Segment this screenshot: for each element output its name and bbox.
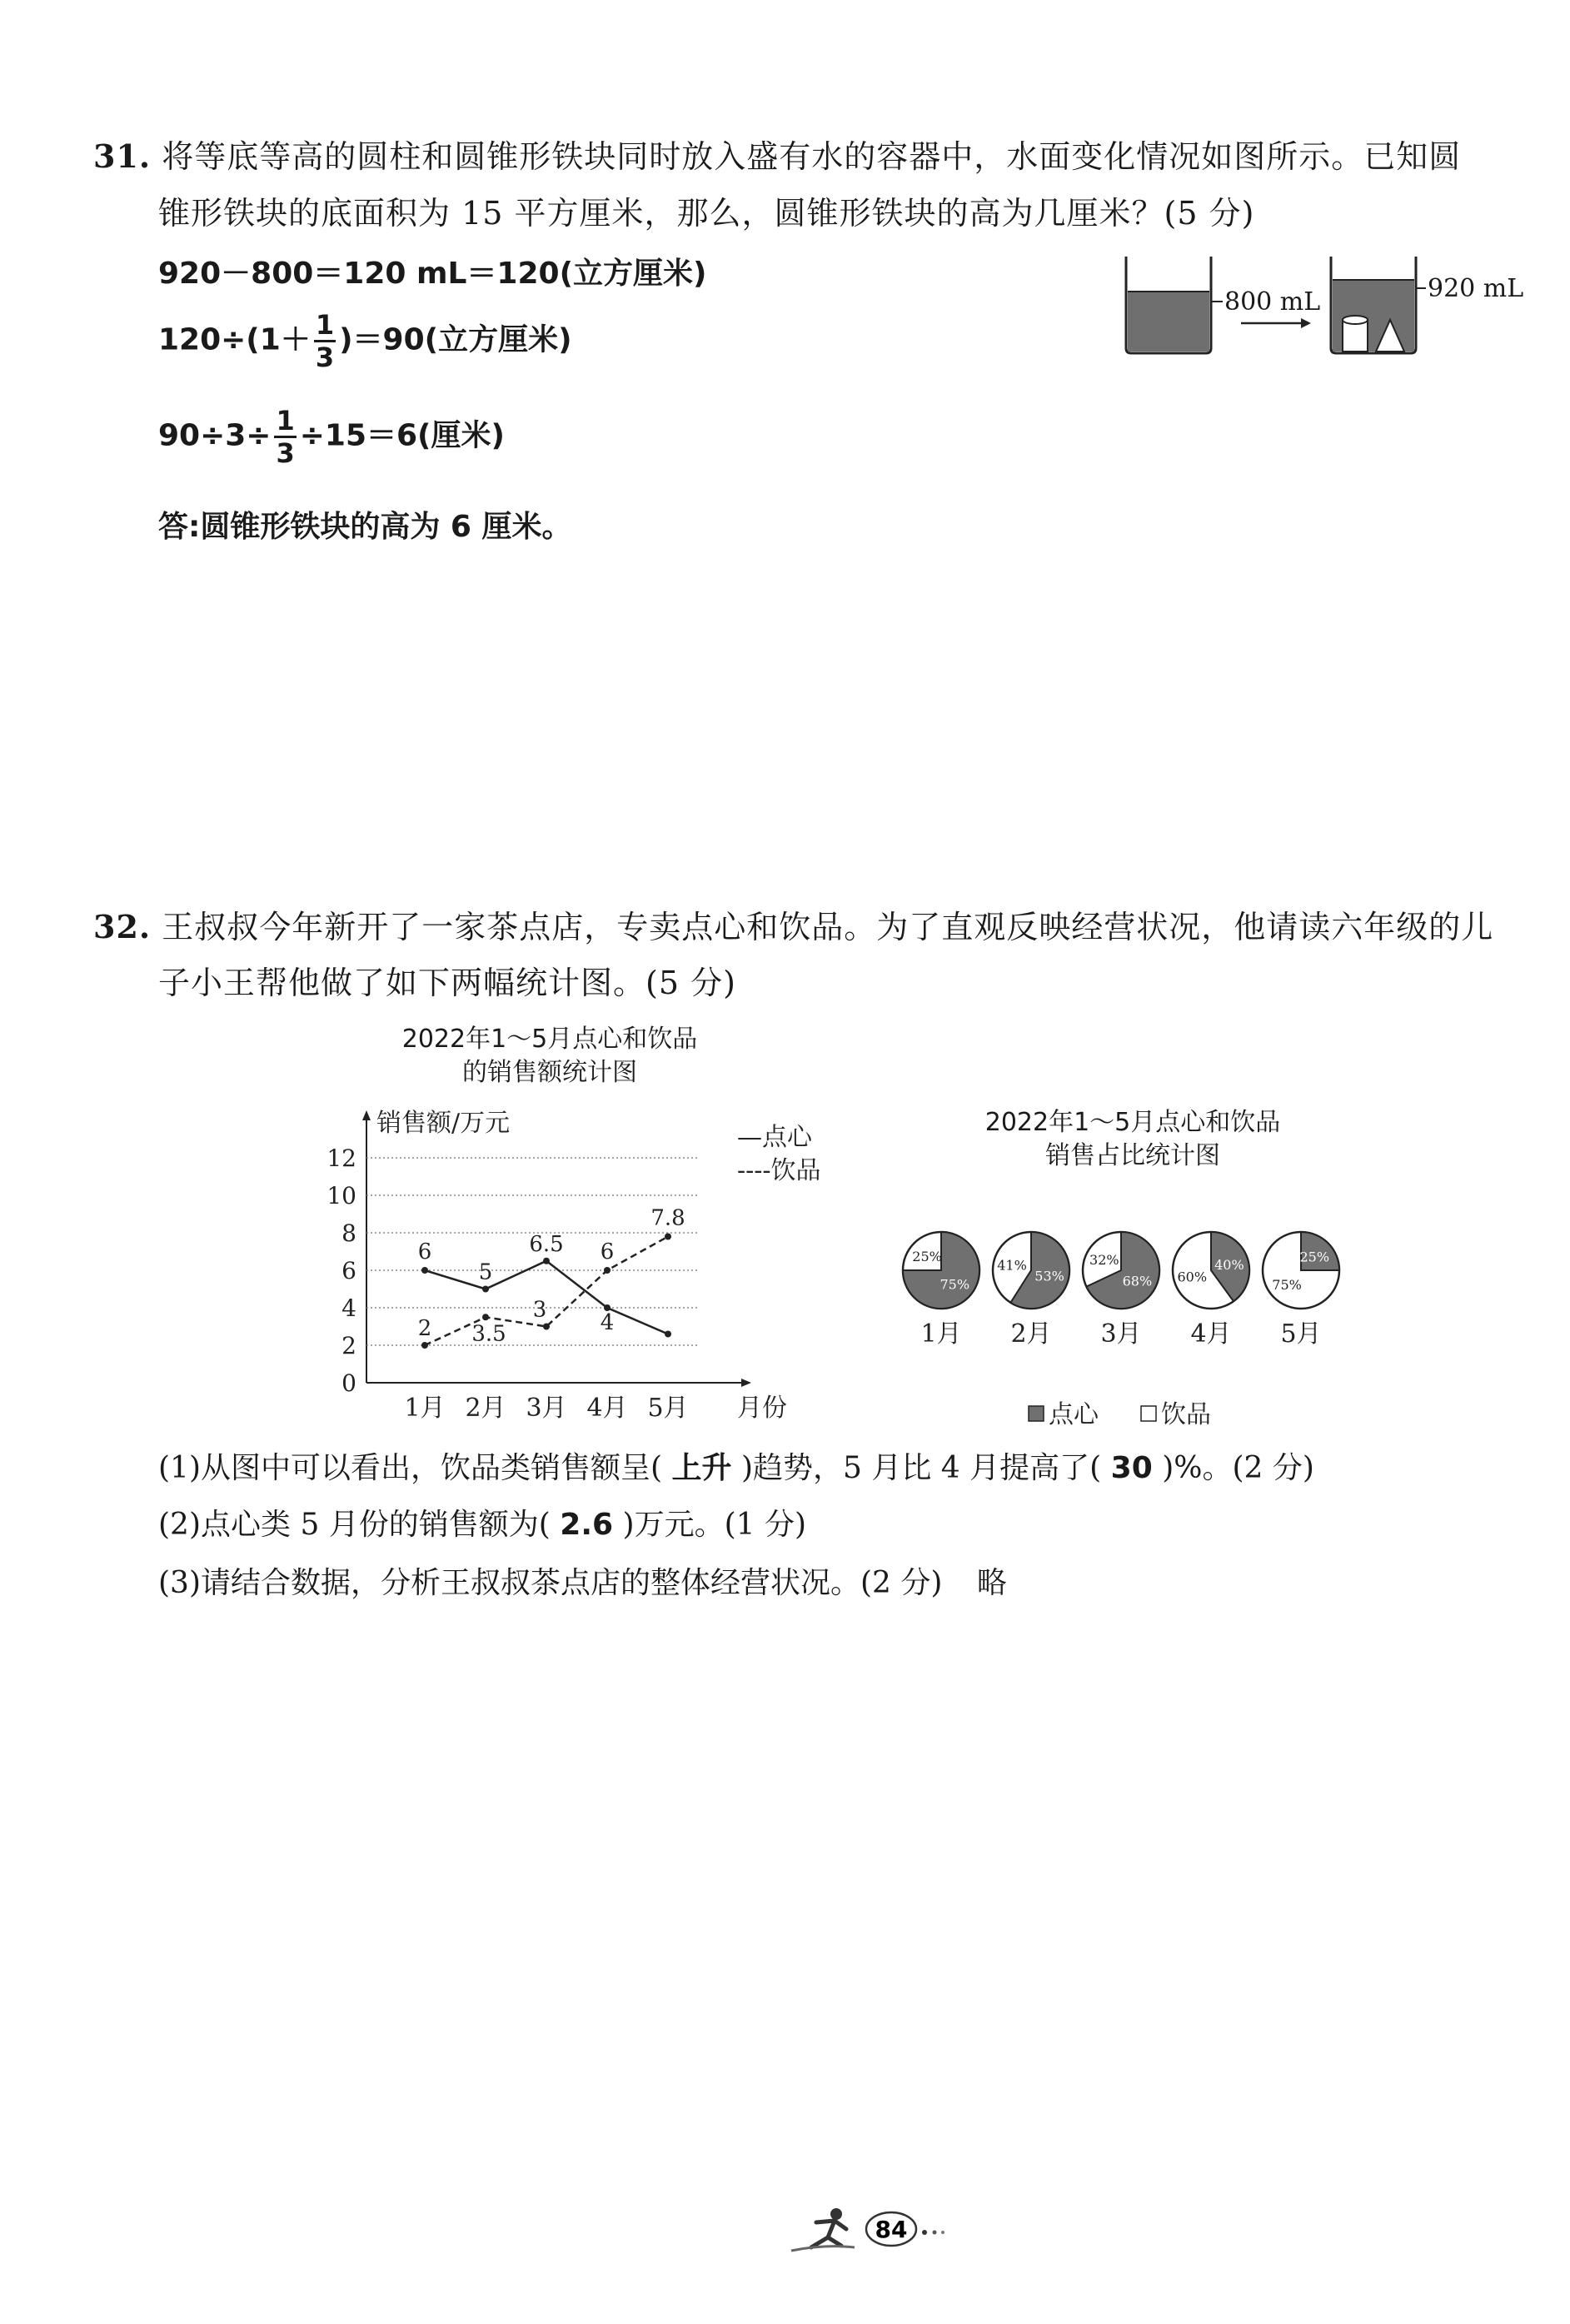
runner-icon: [791, 2208, 855, 2251]
fraction-denominator: 3: [315, 342, 335, 373]
data-label: 6: [417, 1239, 432, 1264]
slice-label-dianxin: 40%: [1214, 1256, 1244, 1273]
pie-2: [993, 1232, 1069, 1349]
q31-beaker-figure: [1116, 250, 1533, 367]
data-point: [604, 1267, 611, 1274]
sub1-text-c: )%。(2 分): [1162, 1451, 1314, 1485]
q32-sub3: [158, 1560, 1007, 1607]
pie-1: [903, 1232, 979, 1349]
x-axis-label: 月份: [737, 1394, 787, 1423]
q31-step2: [158, 310, 572, 372]
q32-sub2: [158, 1502, 806, 1549]
q32-line2: 子小王帮他做了如下两幅统计图。(5 分): [158, 965, 736, 1001]
x-tick-label: 3月: [526, 1394, 567, 1423]
x-axis-arrow-icon: [741, 1379, 751, 1387]
pie-charts: [891, 1216, 1374, 1433]
line-chart-subtitle: 的销售额统计图: [462, 1058, 637, 1087]
data-point: [421, 1342, 428, 1349]
slice-label-dianxin: 75%: [940, 1276, 970, 1293]
y-tick-label: 10: [326, 1182, 356, 1209]
pie-month-label: 4月: [1190, 1319, 1232, 1349]
arrow-icon: [1241, 318, 1311, 328]
data-label: 6.5: [529, 1231, 564, 1257]
slice-label-dianxin: 25%: [1299, 1249, 1330, 1265]
slice-label-yinpin: 32%: [1089, 1252, 1119, 1269]
data-point: [665, 1331, 671, 1338]
y-axis-label: 销售额/万元: [376, 1109, 511, 1138]
legend-swatch-yinpin: [1141, 1406, 1156, 1421]
fraction-denominator: 3: [276, 437, 295, 469]
q32-number: 32.: [93, 908, 152, 945]
slice-label-dianxin: 68%: [1122, 1273, 1153, 1289]
y-tick-label: 12: [326, 1145, 356, 1172]
data-point: [482, 1314, 489, 1320]
data-label: 7.8: [650, 1205, 685, 1231]
data-label: 3: [532, 1297, 547, 1323]
legend-item: ----饮品: [737, 1156, 821, 1185]
pie-month-label: 2月: [1010, 1319, 1052, 1349]
sub1-answer-trend: 上升: [671, 1451, 732, 1485]
legend-label: 点心: [1049, 1400, 1099, 1429]
pie-5: [1263, 1232, 1339, 1349]
label-920ml: 920 mL: [1428, 274, 1524, 303]
pie-4: [1173, 1232, 1249, 1349]
label-800ml: 800 mL: [1224, 287, 1321, 317]
line-chart: [308, 1108, 891, 1433]
q32-stem: [93, 904, 1526, 950]
sub3-text: (3)请结合数据，分析王叔叔茶点店的整体经营状况。(2 分): [158, 1566, 943, 1600]
pie-chart-title: 2022年1～5月点心和饮品: [984, 1108, 1281, 1137]
sub1-answer-percent: 30: [1110, 1451, 1153, 1485]
pie-month-label: 1月: [920, 1319, 962, 1349]
sub1-text-a: (1)从图中可以看出，饮品类销售额呈(: [158, 1451, 663, 1485]
y-tick-label: 4: [341, 1294, 356, 1322]
legend-swatch-dianxin: [1029, 1406, 1044, 1421]
data-point: [543, 1258, 550, 1264]
q31-step3-post: ÷15＝6(厘米): [299, 418, 505, 453]
q31-step1: 920－800＝120 mL＝120(立方厘米): [158, 257, 707, 291]
q31-step3-pre: 90÷3÷: [158, 418, 272, 453]
q31-line1: 将等底等高的圆柱和圆锥形铁块同时放入盛有水的容器中，水面变化情况如图所示。已知圆: [162, 138, 1462, 175]
pie-month-label: 3月: [1100, 1319, 1142, 1349]
pie-chart-title-block: [900, 1106, 1366, 1173]
line-chart-title-block: [316, 1023, 783, 1090]
y-tick-label: 8: [341, 1219, 356, 1247]
slice-label-yinpin: 60%: [1177, 1269, 1208, 1285]
slice-label-yinpin: 41%: [997, 1257, 1027, 1274]
y-tick-label: 0: [341, 1369, 356, 1397]
pie-chart-subtitle: 销售占比统计图: [1045, 1141, 1220, 1170]
sub3-answer: 略: [976, 1566, 1007, 1600]
q31-step2-fraction: [314, 310, 336, 372]
line-chart-title: 2022年1～5月点心和饮品: [401, 1025, 698, 1054]
q31-step3-fraction: [274, 406, 296, 468]
q32-line1: 王叔叔今年新开了一家茶点店，专卖点心和饮品。为了直观反映经营状况，他请读六年级的儿: [162, 909, 1494, 945]
page-footer: [775, 2199, 974, 2257]
data-label: 3.5: [471, 1321, 506, 1347]
x-tick-label: 4月: [586, 1394, 628, 1423]
y-axis-arrow-icon: [362, 1110, 371, 1120]
y-tick-label: 6: [341, 1257, 356, 1284]
data-point: [543, 1324, 550, 1330]
x-tick-label: 2月: [465, 1394, 506, 1423]
q31-answer: 答:圆锥形铁块的高为 6 厘米。: [158, 510, 572, 544]
legend-label: 饮品: [1161, 1400, 1211, 1429]
slice-label-yinpin: 25%: [912, 1249, 942, 1265]
data-point: [665, 1234, 671, 1240]
data-label: 5: [478, 1259, 493, 1285]
data-label: 6: [600, 1239, 615, 1264]
q31-step2-post: )＝90(立方厘米): [339, 322, 572, 357]
sub2-answer: 2.6: [560, 1508, 614, 1542]
y-tick-label: 2: [341, 1332, 356, 1359]
sub2-text-a: (2)点心类 5 月份的销售额为(: [158, 1508, 551, 1542]
fraction-numerator: 1: [315, 309, 335, 341]
q31-step2-pre: 120÷(1＋: [158, 322, 311, 357]
page-number: 84: [875, 2216, 908, 2243]
sub1-text-b: )趋势，5 月比 4 月提高了(: [740, 1451, 1102, 1485]
beaker-after: [1331, 257, 1416, 353]
beaker-before: [1126, 257, 1211, 353]
fraction-numerator: 1: [276, 405, 295, 436]
q32-sub1: [158, 1445, 1314, 1492]
slice-label-yinpin: 75%: [1272, 1276, 1302, 1293]
q31-number: 31.: [93, 137, 152, 175]
x-tick-label: 5月: [647, 1394, 689, 1423]
slice-label-dianxin: 53%: [1034, 1268, 1064, 1284]
data-label: 2: [417, 1316, 432, 1341]
q31-step3: [158, 406, 505, 468]
x-tick-label: 1月: [404, 1394, 446, 1423]
legend-item: —点心: [737, 1123, 812, 1152]
pie-3: [1083, 1232, 1159, 1349]
q31-stem: [93, 133, 1526, 180]
sub2-text-b: )万元。(1 分): [622, 1508, 807, 1542]
pie-month-label: 5月: [1280, 1319, 1322, 1349]
q31-line2: 锥形铁块的底面积为 15 平方厘米，那么，圆锥形铁块的高为几厘米？(5 分): [158, 195, 1255, 232]
data-point: [482, 1286, 489, 1293]
data-label: 4: [600, 1310, 615, 1335]
data-point: [421, 1267, 428, 1274]
